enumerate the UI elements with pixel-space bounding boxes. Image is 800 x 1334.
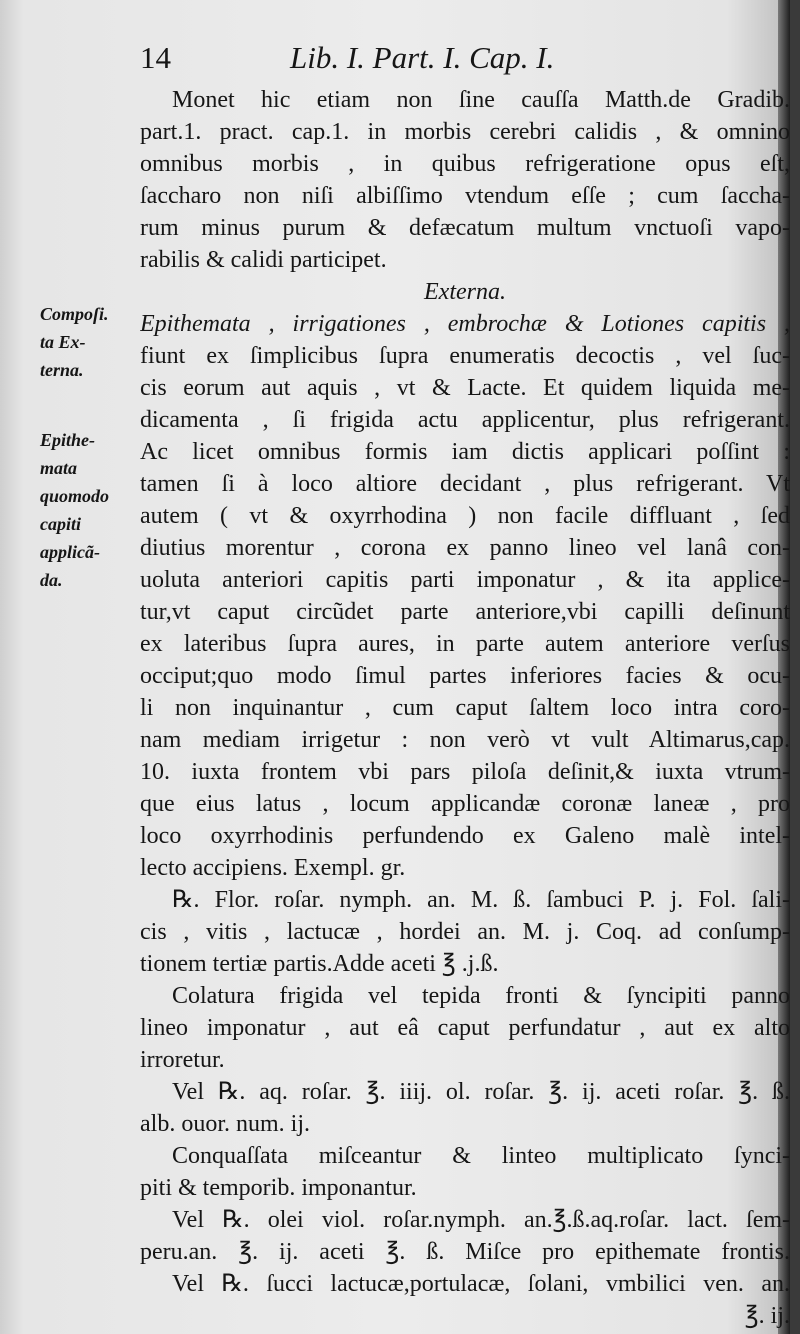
text-line: autem ( vt & oxyrrhodina ) non facile diffluant , ſed: [140, 503, 790, 529]
text-line: lineo imponatur , aut eâ caput perfundatur , aut ex alto: [140, 1015, 790, 1041]
margin-note-line: da.: [40, 570, 63, 590]
text-line: Monet hic etiam non ſine cauſſa Matth.de Gradib.: [172, 87, 790, 113]
recipe-line: tionem tertiæ partis.Adde aceti ℥ .j.ß.: [140, 951, 499, 977]
text-line: loco oxyrrhodinis perfundendo ex Galeno malè intel-: [140, 823, 790, 849]
text-line: part.1. pract. cap.1. in morbis cerebri calidis , & omnino: [140, 119, 790, 145]
text-line: ſaccharo non niſi albiſſimo vtendum eſſe ; cum ſaccha-: [140, 183, 790, 209]
body-text: [140, 84, 790, 1332]
margin-note-line: quomodo: [40, 486, 110, 506]
text-line: nam mediam irrigetur : non verò vt vult Altimarus,cap.: [140, 727, 790, 753]
text-line: occiput;quo modo ſimul partes inferiores facies & ocu-: [140, 663, 790, 689]
text-line: diutius morentur , corona ex panno lineo vel lanâ con-: [140, 535, 790, 561]
text-line: omnibus morbis , in quibus refrigeratione opus eſt,: [140, 151, 790, 177]
text-line: Ac licet omnibus formis iam dictis applicari poſſint :: [140, 439, 790, 465]
page-number: 14: [140, 40, 171, 75]
margin-note-line: applicã-: [40, 542, 100, 562]
page-header: [140, 40, 780, 86]
text-line: Epithemata , irrigationes , embrochæ & Lotiones capitis ,: [140, 311, 790, 337]
recipe-line: Vel ℞. aq. roſar. ℥. iiij. ol. roſar. ℥. ij. aceti roſar. ℥. ß.: [172, 1079, 790, 1105]
text-line: ex lateribus ſupra aures, in parte autem anteriore verſus: [140, 631, 790, 657]
text-line: li non inquinantur , cum caput ſaltem loco intra coro-: [140, 695, 790, 721]
running-title: Lib. I. Part. I. Cap. I.: [290, 40, 555, 75]
margin-note-line: capiti: [40, 514, 81, 534]
margin-note-line: Compoſi.: [40, 304, 109, 324]
text-line: irroretur.: [140, 1047, 225, 1073]
recipe-line: Vel ℞. olei viol. roſar.nymph. an.℥.ß.aq.roſar. lact. ſem-: [172, 1207, 790, 1233]
text-line: cis eorum aut aquis , vt & Lacte. Et quidem liquida me-: [140, 375, 790, 401]
text-line: dicamenta , ſi frigida actu applicentur, plus refrigerant.: [140, 407, 790, 433]
text-line: rum minus purum & defæcatum multum vnctuoſi vapo-: [140, 215, 790, 241]
margin-note-compositae-externa: [40, 300, 140, 384]
margin-note-line: terna.: [40, 360, 84, 380]
text-line: uoluta anteriori capitis parti imponatur , & ita applice-: [140, 567, 790, 593]
text-line: Conquaſſata miſceantur & linteo multiplicato ſynci-: [172, 1143, 790, 1169]
margin-note-line: Epithe-: [40, 430, 96, 450]
text-line: fiunt ex ſimplicibus ſupra enumeratis decoctis , vel ſuc-: [140, 343, 790, 369]
text-line: que eius latus , locum applicandæ coronæ laneæ , pro: [140, 791, 790, 817]
recipe-line: alb. ouor. num. ij.: [140, 1111, 310, 1137]
text-line: rabilis & calidi participet.: [140, 247, 387, 273]
recipe-line: ℞. Flor. roſar. nymph. an. M. ß. ſambuci P. j. Fol. ſali-: [172, 887, 790, 913]
text-line: 10. iuxta frontem vbi pars piloſa deſinit,& iuxta vtrum-: [140, 759, 790, 785]
text-line: tur,vt caput circũdet parte anteriore,vbi capilli deſinunt: [140, 599, 790, 625]
recipe-line: ℥. ij.: [744, 1303, 790, 1329]
recipe-line: peru.an. ℥. ij. aceti ℥. ß. Miſce pro epithemate frontis.: [140, 1239, 790, 1265]
margin-note-epithemata: [40, 426, 140, 594]
text-line: Colatura frigida vel tepida fronti & ſyncipiti panno: [172, 983, 790, 1009]
text-line: tamen ſi à loco altiore decidant , plus refrigerant. Vt: [140, 471, 790, 497]
section-heading: Externa.: [424, 279, 506, 305]
recipe-line: cis , vitis , lactucæ , hordei an. M. j. Coq. ad conſump-: [140, 919, 790, 945]
text-line: lecto accipiens. Exempl. gr.: [140, 855, 406, 881]
recipe-line: Vel ℞. ſucci lactucæ,portulacæ, ſolani, vmbilici ven. an.: [172, 1271, 790, 1297]
text-line: piti & temporib. imponantur.: [140, 1175, 417, 1201]
margin-note-line: ta Ex-: [40, 332, 86, 352]
margin-note-line: mata: [40, 458, 78, 478]
